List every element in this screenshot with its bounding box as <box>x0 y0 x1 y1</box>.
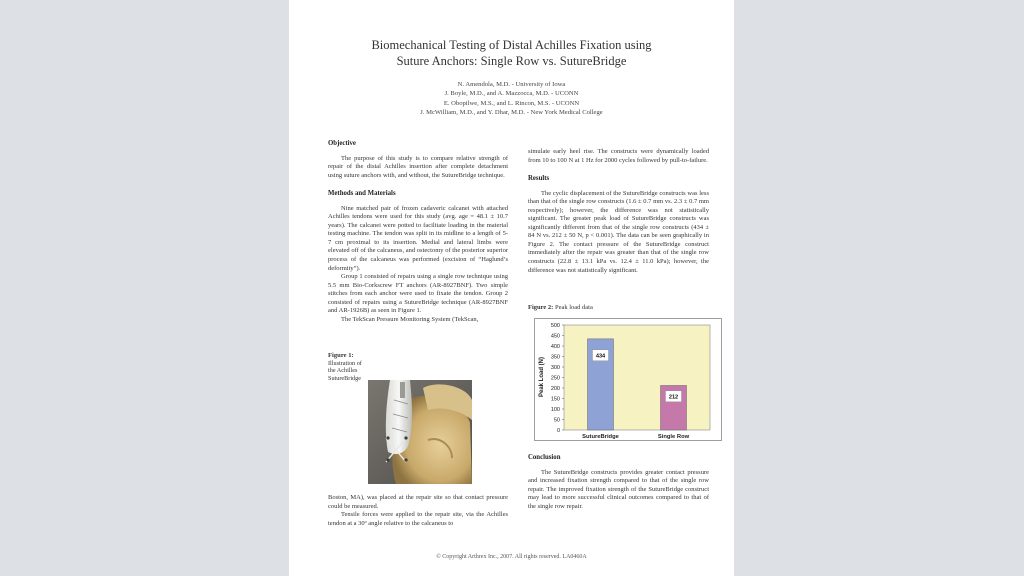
y-tick-label: 250 <box>550 375 560 382</box>
copyright-footer: © Copyright Arthrex Inc., 2007. All rights reserved. LA0460A <box>436 554 587 560</box>
y-tick-label: 150 <box>550 396 560 403</box>
author-line: J. Boyle, M.D., and A. Mazzocca, M.D. - UCONN <box>444 90 579 98</box>
methods-paragraph-5: Tensile forces were applied to the repair site, via the Achilles tendon at a 30º angle relative to the calcaneus to <box>328 511 508 527</box>
y-tick-label: 100 <box>550 407 560 413</box>
y-tick-label: 0 <box>556 428 560 434</box>
objective-heading: Objective <box>328 140 356 147</box>
methods-paragraph-1: Nine matched pair of frozen cadaveric calcanei with attached Achilles tendons were used for this study (avg. age = 48.1 ± 10.7 years). The calcanei were potted to facilitate loading in the material testing machine. The tendon was split in its midline to a length of 5-7 cm proximal to its insertion. Medial and lateral limbs were elevated off of the calcaneus, and ostectomy of the posterior superior process of the calcaneus was performed (excision of “Haglund’s deformity”). <box>328 204 508 272</box>
methods-paragraph-3: The TekScan Pressure Monitoring System (TekScan, <box>341 315 479 323</box>
right-column-lower <box>528 454 709 511</box>
plot-area <box>564 325 710 430</box>
figure-2-caption-text: Peak load data <box>554 304 593 311</box>
data-label: 434 <box>595 353 606 360</box>
y-tick-label: 50 <box>553 417 560 424</box>
methods-heading: Methods and Materials <box>328 190 396 198</box>
bone-tendon-illustration <box>368 380 472 484</box>
peak-load-chart <box>534 318 722 441</box>
title-line-1: Biomechanical Testing of Distal Achilles Fixation using <box>371 38 652 52</box>
methods-continuation: simulate early heel rise. The constructs were dynamically loaded from 10 to 100 N at 1 Hz for 2000 cycles followed by pull-to-failure. <box>528 148 709 164</box>
methods-paragraph-2: Group 1 consisted of repairs using a single row technique using 5.5 mm Bio-Corkscrew FT anchors (AR-8927BNF). Two simple stitches from each anchor were used to fixate the tendon. Group 2 consisted of repairs using a SutureBridge technique (AR-8927BNF and AR-1926B) as seen in Figure 1. <box>328 273 508 315</box>
y-tick-label: 200 <box>550 386 560 392</box>
author-line: J. McWilliam, M.D., and Y. Dhar, M.D. - New York Medical College <box>420 109 603 117</box>
y-tick-label: 350 <box>550 354 560 361</box>
results-heading: Results <box>528 175 550 183</box>
figure-1-caption-text: Illustration of the Achilles SutureBridge <box>328 359 362 382</box>
x-category-label: SutureBridge <box>582 434 619 440</box>
results-text: The cyclic displacement of the SutureBridge constructs was less than that of the single row constructs (1.6 ± 0.7 mm vs. 2.3 ± 0.7 mm respectively); however, the difference was not statistically significant. The greater peak load of SutureBridge constructs was significantly different from that of the single row constructs (434 ± 84 N vs. 212 ± 50 N, p < 0.001). The data can be seen graphically in Figure 2. The contact pressure of the SutureBridge construct immediately after the repair was greater than that of the single row constructs (22.8 ± 13.1 kPa vs. 12.4 ± 11.0 kPa); however, the difference was not statistically significant. <box>528 189 709 274</box>
y-tick-label: 500 <box>550 323 560 329</box>
left-column-lower <box>328 494 508 528</box>
y-tick-label: 400 <box>550 344 560 350</box>
title-line-2: Suture Anchors: Single Row vs. SutureBridge <box>396 54 627 68</box>
right-column-upper <box>528 148 709 275</box>
objective-text: The purpose of this study is to compare relative strength of repair of the distal Achilles insertion after complete detachment using suture anchors with, and without, the SutureBridge technique. <box>328 154 508 179</box>
y-tick-label: 300 <box>550 365 560 371</box>
chart-svg <box>534 318 722 441</box>
y-tick-label: 450 <box>550 333 560 340</box>
conclusion-heading: Conclusion <box>528 454 561 461</box>
author-line: N. Amendola, M.D. - University of Iowa <box>457 81 566 88</box>
y-axis-label: Peak Load (N) <box>539 356 545 398</box>
figure-2-caption <box>528 304 593 311</box>
author-list <box>289 80 734 118</box>
methods-paragraph-4: Boston, MA), was placed at the repair site so that contact pressure could be measured. <box>328 494 508 510</box>
conclusion-text: The SutureBridge constructs provides greater contact pressure and increased fixation strength compared to that of the single row repair. The improved fixation strength of the SutureBridge construct may lead to more successful clinical outcomes compared to that of the single row repair. <box>528 468 709 510</box>
paper-title <box>289 37 734 69</box>
left-column-upper <box>328 140 508 324</box>
figure-1-caption <box>328 352 368 382</box>
x-category-label: Single Row <box>657 434 690 440</box>
figure-1-illustration <box>368 380 472 484</box>
figure-1-label: Figure 1: <box>328 352 354 359</box>
figure-2-label: Figure 2: <box>528 304 554 311</box>
document-page <box>289 0 734 576</box>
author-line: E. Obopilwe, M.S., and L. Rincon, M.S. - UCONN <box>443 99 580 107</box>
data-label: 212 <box>668 394 679 401</box>
